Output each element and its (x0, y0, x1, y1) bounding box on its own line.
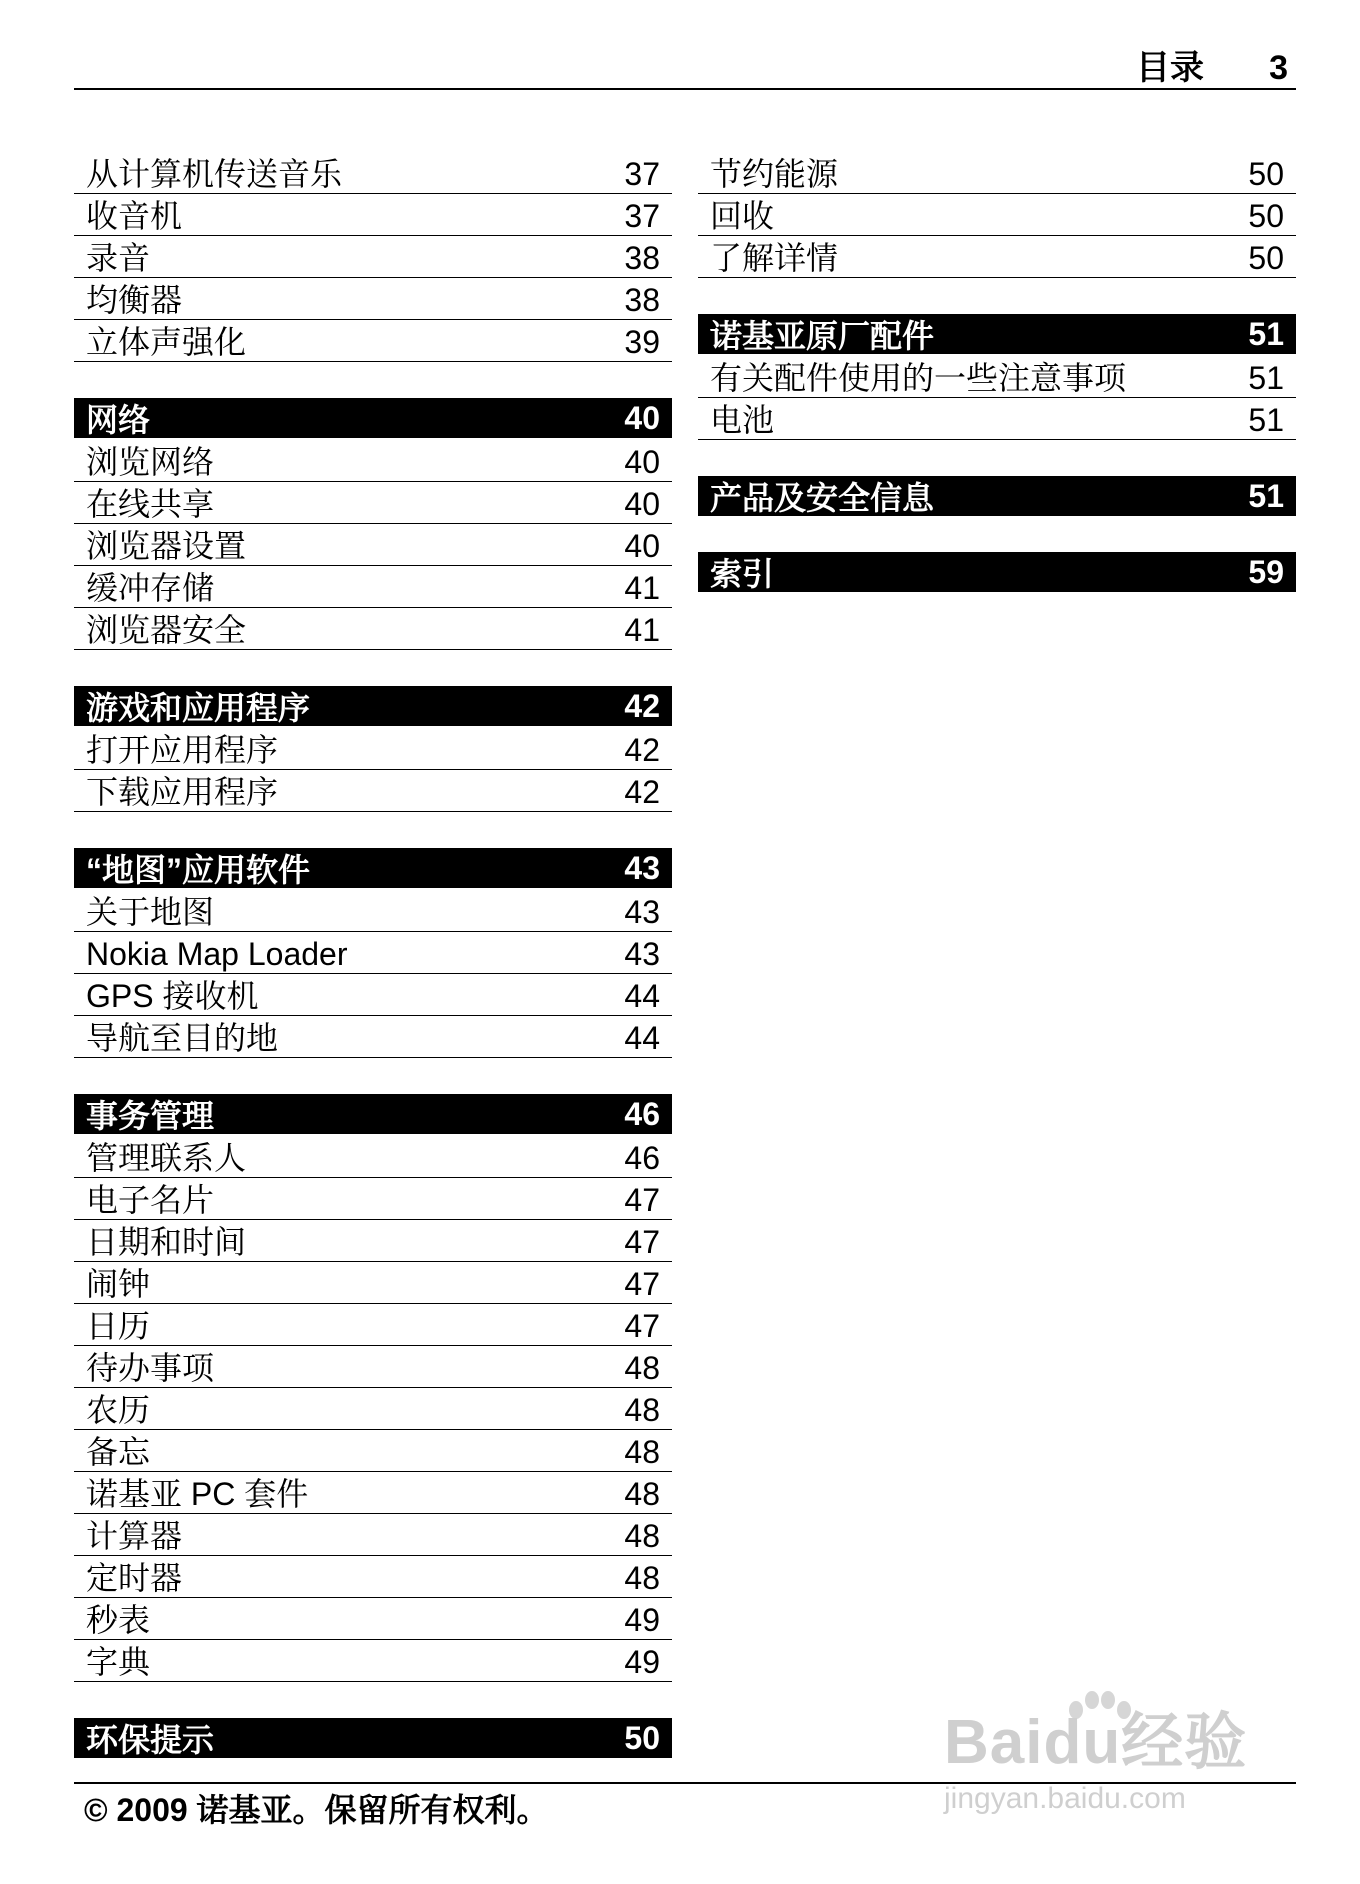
toc-entry-page: 51 (1248, 402, 1284, 438)
toc-entry-label: 日历 (86, 1308, 151, 1344)
toc-entry[interactable] (74, 1640, 672, 1682)
toc-heading-label: 索引 (710, 556, 775, 592)
toc-entry[interactable] (74, 1136, 672, 1178)
toc-entry[interactable] (74, 932, 672, 974)
toc-entry-page: 47 (624, 1266, 660, 1302)
toc-section-heading[interactable] (74, 1718, 672, 1758)
toc-entry[interactable] (74, 770, 672, 812)
toc-entry-page: 50 (1248, 198, 1284, 234)
page-header (74, 48, 1296, 90)
toc-entry-page: 48 (624, 1350, 660, 1386)
toc-entry-page: 48 (624, 1392, 660, 1428)
toc-entry[interactable] (74, 278, 672, 320)
toc-entry[interactable] (698, 356, 1296, 398)
toc-entry-page: 47 (624, 1308, 660, 1344)
toc-section (74, 686, 672, 812)
toc-entry-label: 管理联系人 (86, 1140, 247, 1176)
toc-entry-label: 收音机 (86, 198, 183, 234)
toc-left-column (74, 152, 672, 1794)
toc-entry-label: 立体声强化 (86, 324, 247, 360)
toc-entry-label: 关于地图 (86, 894, 215, 930)
page-title: 目录 (1136, 49, 1204, 87)
toc-entry-page: 51 (1248, 360, 1284, 396)
toc-entry[interactable] (74, 1262, 672, 1304)
toc-entry[interactable] (74, 194, 672, 236)
toc-entry-label: 字典 (86, 1644, 151, 1680)
toc-entry[interactable] (74, 1598, 672, 1640)
toc-entry-page: 38 (624, 240, 660, 276)
toc-heading-page: 51 (1248, 477, 1284, 514)
toc-entry[interactable] (74, 482, 672, 524)
copyright-notice: © 2009 诺基亚。保留所有权利。 (84, 1792, 549, 1828)
toc-section-heading[interactable] (74, 848, 672, 888)
toc-section (74, 1094, 672, 1682)
toc-entry-label: 浏览器安全 (86, 612, 247, 648)
toc-section-heading[interactable] (698, 476, 1296, 516)
toc-entry-page: 47 (624, 1224, 660, 1260)
toc-entry[interactable] (74, 440, 672, 482)
toc-entry-label: 诺基亚 PC 套件 (86, 1476, 309, 1512)
toc-entry-label: 备忘 (86, 1434, 151, 1470)
toc-entry-label: GPS 接收机 (86, 978, 259, 1014)
toc-heading-label: 网络 (86, 402, 151, 438)
toc-heading-page: 43 (624, 849, 660, 886)
toc-entry-label: 回收 (710, 198, 775, 234)
toc-entry-page: 50 (1248, 240, 1284, 276)
toc-entry-page: 49 (624, 1644, 660, 1680)
toc-entry-label: 浏览网络 (86, 444, 215, 480)
toc-section (74, 1718, 672, 1758)
baidu-watermark (944, 1690, 1274, 1820)
toc-entry-label: 下载应用程序 (86, 774, 279, 810)
toc-entry-label: 均衡器 (86, 282, 183, 318)
toc-entry-page: 41 (624, 612, 660, 648)
toc-section (698, 552, 1296, 592)
toc-entry-label: 节约能源 (710, 156, 839, 192)
toc-section (74, 398, 672, 650)
toc-entry-label: 从计算机传送音乐 (86, 156, 343, 192)
toc-right-column (698, 152, 1296, 628)
toc-entry[interactable] (74, 236, 672, 278)
toc-entry-label: 电子名片 (86, 1182, 215, 1218)
toc-entry-page: 37 (624, 198, 660, 234)
toc-entry-page: 46 (624, 1140, 660, 1176)
toc-heading-page: 46 (624, 1095, 660, 1132)
toc-entry[interactable] (74, 608, 672, 650)
toc-section (698, 476, 1296, 516)
page-number: 3 (1269, 49, 1288, 87)
toc-entry[interactable] (74, 1556, 672, 1598)
toc-entry-page: 48 (624, 1476, 660, 1512)
toc-heading-label: 环保提示 (86, 1722, 215, 1758)
toc-entry-label: 导航至目的地 (86, 1020, 279, 1056)
toc-entry-label: 秒表 (86, 1602, 151, 1638)
toc-section-heading[interactable] (698, 552, 1296, 592)
toc-entry-label: 了解详情 (710, 240, 839, 276)
toc-entry-page: 47 (624, 1182, 660, 1218)
toc-section (74, 848, 672, 1058)
watermark-url: jingyan.baidu.com (944, 1782, 1186, 1815)
toc-entry-page: 42 (624, 732, 660, 768)
toc-heading-label: 产品及安全信息 (710, 480, 935, 516)
toc-heading-page: 51 (1248, 315, 1284, 352)
toc-heading-label: 事务管理 (86, 1098, 215, 1134)
toc-entry-label: 电池 (710, 402, 775, 438)
toc-entry-label: 日期和时间 (86, 1224, 247, 1260)
toc-entry-label: 计算器 (86, 1518, 183, 1554)
toc-entry-label: 在线共享 (86, 486, 215, 522)
toc-entry[interactable] (74, 1346, 672, 1388)
toc-entry-page: 39 (624, 324, 660, 360)
toc-entry[interactable] (74, 1178, 672, 1220)
toc-entry-label: 农历 (86, 1392, 151, 1428)
toc-entry[interactable] (74, 320, 672, 362)
toc-entry[interactable] (74, 1304, 672, 1346)
toc-section-heading[interactable] (74, 686, 672, 726)
toc-entry-page: 41 (624, 570, 660, 606)
toc-heading-page: 50 (624, 1719, 660, 1756)
toc-entry[interactable] (698, 152, 1296, 194)
toc-section-heading[interactable] (74, 1094, 672, 1134)
toc-entry[interactable] (74, 1430, 672, 1472)
toc-entry-page: 40 (624, 528, 660, 564)
toc-entry-page: 44 (624, 1020, 660, 1056)
toc-entry-page: 43 (624, 894, 660, 930)
toc-entry[interactable] (74, 1472, 672, 1514)
toc-entry[interactable] (74, 974, 672, 1016)
toc-entry-page: 40 (624, 444, 660, 480)
toc-entry-page: 43 (624, 936, 660, 972)
toc-section-heading[interactable] (698, 314, 1296, 354)
toc-entry[interactable] (74, 566, 672, 608)
toc-entry-page: 37 (624, 156, 660, 192)
toc-entry[interactable] (74, 152, 672, 194)
toc-heading-page: 59 (1248, 553, 1284, 590)
toc-entry-label: 录音 (86, 240, 151, 276)
toc-entry[interactable] (698, 194, 1296, 236)
toc-entry-label: 打开应用程序 (86, 732, 279, 768)
toc-entry[interactable] (74, 1016, 672, 1058)
toc-heading-label: 游戏和应用程序 (86, 690, 311, 726)
toc-entry-page: 38 (624, 282, 660, 318)
toc-entry[interactable] (74, 728, 672, 770)
toc-entry-label: 闹钟 (86, 1266, 151, 1302)
toc-entry[interactable] (74, 1514, 672, 1556)
toc-entry-label: 定时器 (86, 1560, 183, 1596)
toc-entry[interactable] (698, 398, 1296, 440)
toc-entry-page: 48 (624, 1518, 660, 1554)
toc-entry-page: 50 (1248, 156, 1284, 192)
toc-entry-page: 49 (624, 1602, 660, 1638)
toc-entry-page: 44 (624, 978, 660, 1014)
toc-heading-page: 42 (624, 687, 660, 724)
toc-entry-label: 待办事项 (86, 1350, 215, 1386)
toc-entry[interactable] (74, 1220, 672, 1262)
toc-entry-page: 48 (624, 1560, 660, 1596)
toc-entry-label: 缓冲存储 (86, 570, 215, 606)
toc-entry-page: 48 (624, 1434, 660, 1470)
toc-entry-page: 42 (624, 774, 660, 810)
toc-entry[interactable] (74, 524, 672, 566)
toc-heading-label: “地图”应用软件 (86, 852, 311, 888)
toc-heading-label: 诺基亚原厂配件 (710, 318, 935, 354)
toc-entry[interactable] (698, 236, 1296, 278)
toc-section-heading[interactable] (74, 398, 672, 438)
toc-entry-page: 40 (624, 486, 660, 522)
toc-section (698, 152, 1296, 278)
toc-entry-label: 浏览器设置 (86, 528, 247, 564)
toc-entry[interactable] (74, 890, 672, 932)
toc-heading-page: 40 (624, 399, 660, 436)
toc-entry[interactable] (74, 1388, 672, 1430)
toc-entry-label: 有关配件使用的一些注意事项 (710, 360, 1127, 396)
watermark-brand: Baidu经验 (944, 1708, 1248, 1777)
toc-section (698, 314, 1296, 440)
toc-section (74, 152, 672, 362)
toc-entry-label: Nokia Map Loader (86, 936, 348, 972)
